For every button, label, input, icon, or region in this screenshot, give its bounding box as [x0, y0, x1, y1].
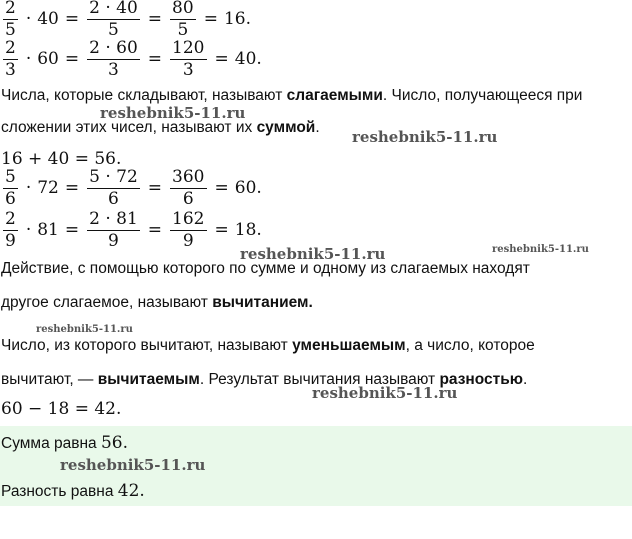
sum-equation: 16 + 40 = 56. [1, 149, 122, 169]
equation-2: $\frac{2}{3}$ · 60 = $\frac{2 \cdot 60}{3}$ = $\frac{120}{3}$ = 40. [5, 37, 262, 80]
fraction: $\frac{2}{9}$ [5, 208, 16, 251]
difference-equation: 60 − 18 = 42. [1, 399, 122, 419]
minuend-definition-line-1: Число, из которого вычитают, называют уменьшаемым, а число, которое [1, 337, 535, 354]
answer-difference: Разность равна 42. [1, 481, 145, 501]
subtraction-definition-line-1: Действие, с помощью которого по сумме и одному из слагаемых находят [1, 260, 530, 277]
equation-3: $\frac{5}{6}$ · 72 = $\frac{5 \cdot 72}{6}$ = $\frac{360}{6}$ = 60. [5, 166, 262, 209]
fraction: $\frac{162}{9}$ [172, 208, 205, 251]
answer-sum: Сумма равна 56. [1, 433, 129, 453]
watermark: reshebnik5-11.ru [352, 128, 498, 146]
subtraction-definition-line-2: другое слагаемое, называют вычитанием. [1, 294, 313, 311]
watermark: reshebnik5-11.ru [492, 244, 589, 255]
fraction: $\frac{2}{3}$ [5, 37, 16, 80]
sum-definition-line-1: Числа, которые складывают, называют слагаемыми. Число, получающееся при [1, 87, 583, 104]
equation-4: $\frac{2}{9}$ · 81 = $\frac{2 \cdot 81}{9}$ = $\frac{162}{9}$ = 18. [5, 208, 262, 251]
fraction: $\frac{120}{3}$ [172, 37, 205, 80]
fraction: $\frac{2 \cdot 81}{9}$ [89, 208, 138, 251]
watermark: reshebnik5-11.ru [240, 245, 386, 263]
equation-1: $\frac{2}{5}$ · 40 = $\frac{2 \cdot 40}{5}$ = $\frac{80}{5}$ = 16. [5, 0, 251, 40]
fraction: $\frac{2 \cdot 60}{3}$ [89, 37, 138, 80]
fraction: $\frac{5}{6}$ [5, 166, 16, 209]
fraction: $\frac{2 \cdot 40}{5}$ [89, 0, 138, 40]
watermark: reshebnik5-11.ru [36, 324, 133, 335]
fraction: $\frac{5 \cdot 72}{6}$ [89, 166, 138, 209]
minuend-definition-line-2: вычитают, — вычитаемым. Результат вычитания называют разностью. [1, 371, 528, 388]
watermark: reshebnik5-11.ru [100, 104, 246, 122]
sum-definition-line-2: сложении этих чисел, называют их суммой. [1, 119, 320, 136]
watermark: reshebnik5-11.ru [60, 456, 206, 474]
fraction: $\frac{80}{5}$ [172, 0, 194, 40]
fraction: $\frac{360}{6}$ [172, 166, 205, 209]
watermark: reshebnik5-11.ru [312, 384, 458, 402]
fraction: $\frac{2}{5}$ [5, 0, 16, 40]
